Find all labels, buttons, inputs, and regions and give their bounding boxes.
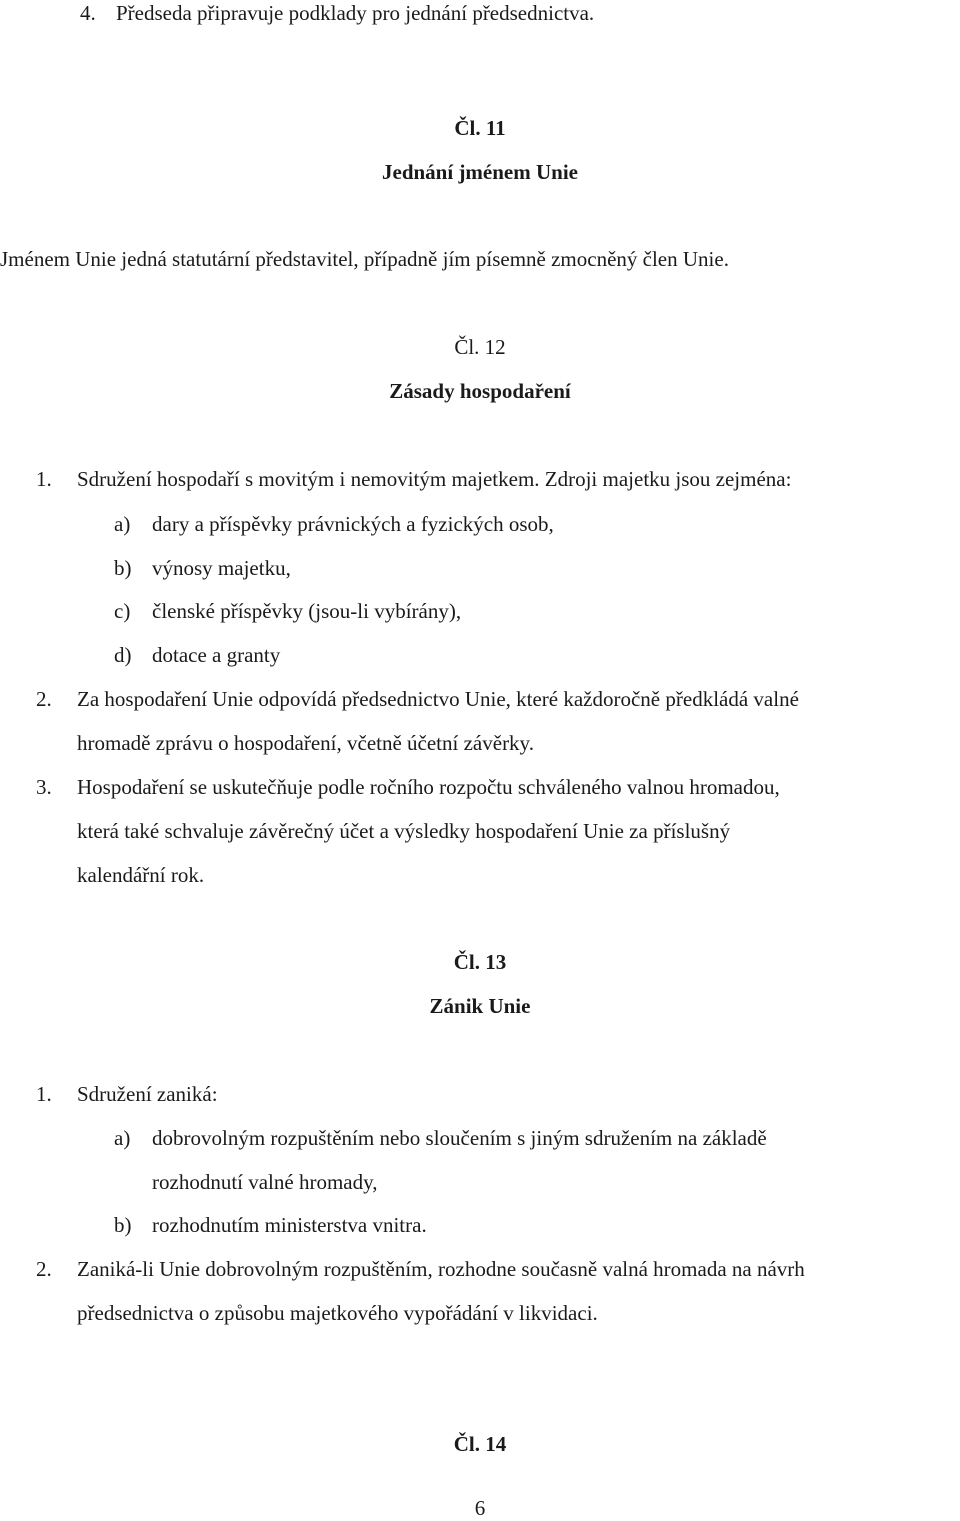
article-heading: Čl. 12	[454, 335, 506, 359]
list-number: 2.	[36, 687, 52, 711]
sub-item-letter: b)	[114, 1213, 132, 1237]
list-item-text: Předseda připravuje podklady pro jednání předsednictva.	[116, 1, 595, 25]
paragraph: Jménem Unie jedná statutární představitel, případně jím písemně zmocněný člen Unie.	[0, 247, 729, 271]
sub-item-letter: a)	[114, 1126, 131, 1150]
sub-item-text: výnosy majetku,	[152, 556, 291, 580]
sub-item-text: rozhodnutí valné hromady,	[152, 1170, 378, 1194]
article-title: Zásady hospodaření	[389, 379, 571, 403]
sub-item-text: dary a příspěvky právnických a fyzických osob,	[152, 512, 554, 536]
article-heading: Čl. 13	[453, 950, 507, 974]
list-number: 2.	[36, 1257, 52, 1281]
list-item-text: Zaniká-li Unie dobrovolným rozpuštěním, rozhodne současně valná hromada na návrh	[77, 1257, 805, 1281]
article-heading: Čl. 14	[453, 1432, 507, 1456]
list-item-text: Sdružení zaniká:	[77, 1082, 218, 1106]
list-item-text: předsednictva o způsobu majetkového vypořádání v likvidaci.	[77, 1301, 598, 1325]
list-number: 3.	[36, 775, 52, 799]
sub-item-text: členské příspěvky (jsou-li vybírány),	[152, 599, 462, 623]
sub-item-text: dotace a granty	[152, 643, 281, 667]
list-number: 4.	[80, 1, 96, 25]
page-number: 6	[474, 1496, 486, 1520]
article-heading: Čl. 11	[454, 116, 506, 140]
list-item-text: Sdružení hospodaří s movitým i nemovitým majetkem. Zdroji majetku jsou zejména:	[77, 467, 792, 491]
list-number: 1.	[36, 467, 52, 491]
list-item-text: hromadě zprávu o hospodaření, včetně účetní závěrky.	[77, 731, 534, 755]
sub-item-letter: d)	[114, 643, 132, 667]
sub-item-text: rozhodnutím ministerstva vnitra.	[152, 1213, 427, 1237]
article-title: Zánik Unie	[429, 994, 531, 1018]
article-title: Jednání jménem Unie	[382, 160, 578, 184]
sub-item-letter: c)	[114, 599, 131, 623]
sub-item-letter: a)	[114, 512, 131, 536]
list-item-text: Za hospodaření Unie odpovídá předsednictvo Unie, které každoročně předkládá valné	[77, 687, 799, 711]
list-item-text: která také schvaluje závěrečný účet a výsledky hospodaření Unie za příslušný	[77, 819, 731, 843]
list-item-text: kalendářní rok.	[77, 863, 205, 887]
list-item-text: Hospodaření se uskutečňuje podle ročního rozpočtu schváleného valnou hromadou,	[77, 775, 780, 799]
list-number: 1.	[36, 1082, 52, 1106]
sub-item-text: dobrovolným rozpuštěním nebo sloučením s jiným sdružením na základě	[152, 1126, 767, 1150]
sub-item-letter: b)	[114, 556, 132, 580]
